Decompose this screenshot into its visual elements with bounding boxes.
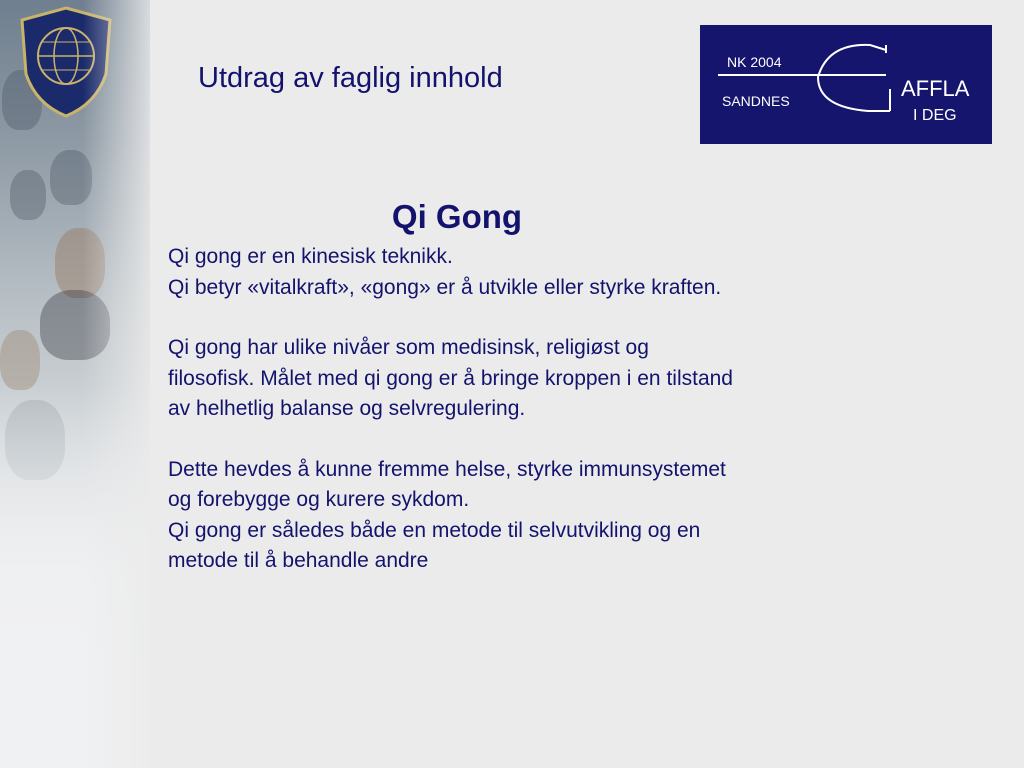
logo-event-text: NK 2004 [727, 54, 782, 70]
side-photo-strip [0, 0, 150, 768]
content-title: Qi Gong [391, 198, 523, 235]
paragraph-line: Qi gong er således både en metode til selvutvikling og en metode til å behandle andre [168, 518, 701, 572]
paragraph-line: Dette hevdes å kunne fremme helse, styrke immunsystemet og forebygge og kurere sykdom. [168, 457, 726, 511]
paragraph-line: Qi gong er en kinesisk teknikk. [168, 245, 453, 268]
event-logo [700, 25, 992, 144]
logo-word-ideg: I DEG [913, 107, 957, 124]
paragraph-line: Qi gong har ulike nivåer som medisinsk, religiøst og filosofisk. Målet med qi gong er å bringe kroppen i en tilstand av helhetlig balanse og selvregulering. [168, 336, 733, 420]
slide-content [168, 198, 738, 577]
logo-word-affla: AFFLA [901, 76, 970, 101]
slide-header-title: Utdrag av faglig innhold [198, 62, 503, 94]
paragraph-line: Qi betyr «vitalkraft», «gong» er å utvikle eller styrke kraften. [168, 275, 722, 299]
logo-city-text: SANDNES [722, 93, 790, 109]
